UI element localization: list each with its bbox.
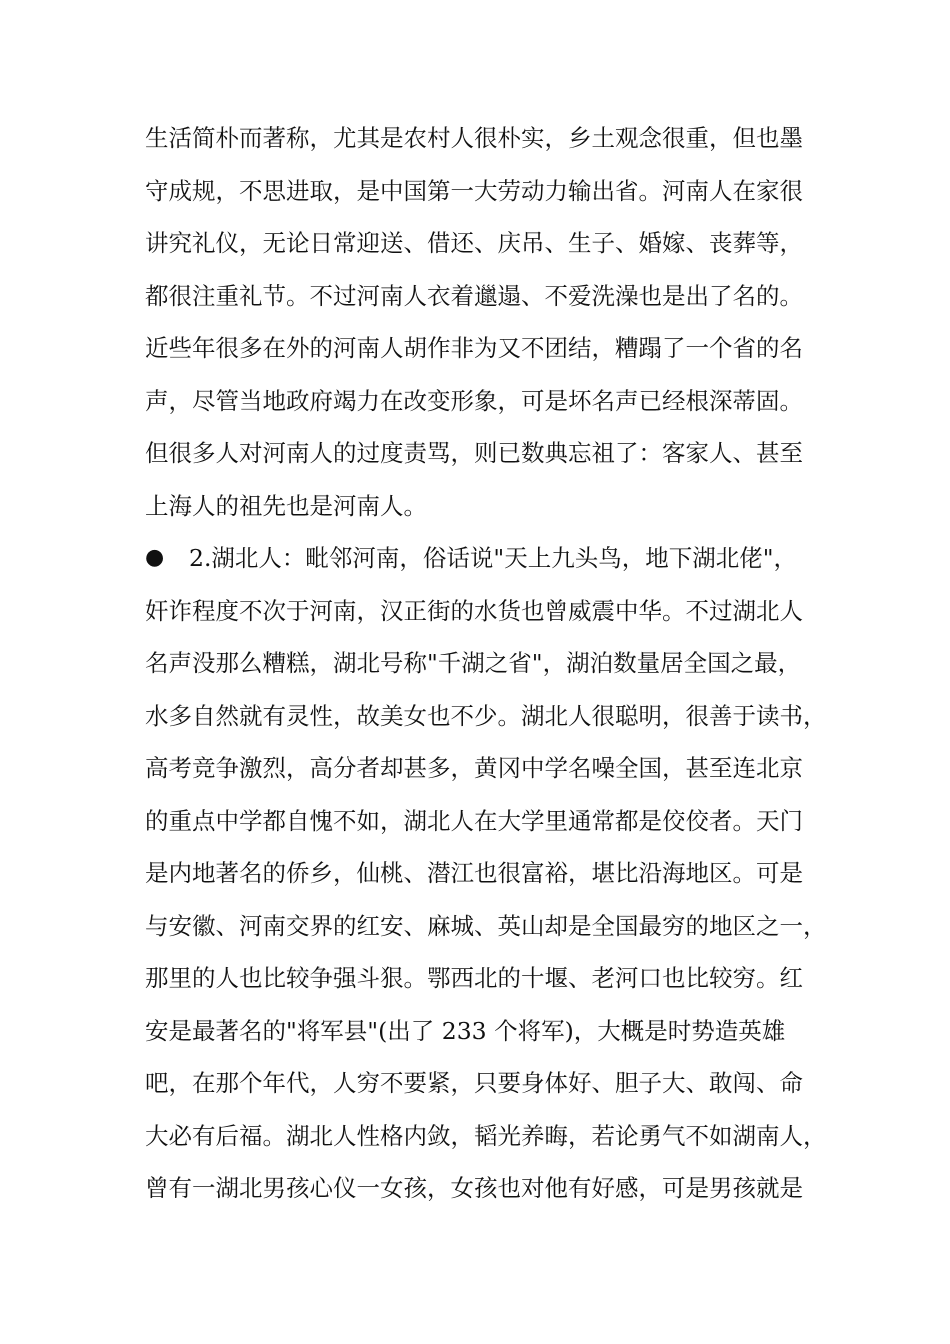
text-line: 安是最著名的"将军县"(出了 233 个将军)，大概是时势造英雄 [145,1016,786,1045]
text-line: 高考竞争激烈，高分者却甚多，黄冈中学名噪全国，甚至连北京 [145,754,803,782]
text-line: 都很注重礼节。不过河南人衣着邋遢、不爱洗澡也是出了名的。 [145,281,803,310]
body-text [145,112,827,1215]
text-line: 曾有一湖北男孩心仪一女孩，女孩也对他有好感，可是男孩就是 [145,1174,803,1202]
text-line: 但很多人对河南人的过度责骂，则已数典忘祖了：客家人、甚至 [145,439,803,467]
text-line: 与安徽、河南交界的红安、麻城、英山却是全国最穷的地区之一， [145,911,827,940]
text-line: 声，尽管当地政府竭力在改变形象，可是坏名声已经根深蒂固。 [145,386,803,415]
bullet-item-text: 2.湖北人：毗邻河南，俗话说"天上九头鸟，地下湖北佬"， [189,544,798,572]
text-line: 上海人的祖先也是河南人。 [145,491,427,520]
text-line: 奸诈程度不次于河南，汉正街的水货也曾威震中华。不过湖北人 [145,596,803,625]
text-line: 生活简朴而著称，尤其是农村人很朴实，乡土观念很重，但也墨 [145,124,803,152]
bullet-icon: ● [145,545,165,570]
text-line: 那里的人也比较争强斗狠。鄂西北的十堰、老河口也比较穷。红 [145,964,803,992]
bullet-item [145,532,815,585]
text-line: 守成规，不思进取，是中国第一大劳动力输出省。河南人在家很 [145,176,803,205]
text-line: 名声没那么糟糕，湖北号称"千湖之省"，湖泊数量居全国之最， [145,649,802,677]
text-line: 讲究礼仪，无论日常迎送、借还、庆吊、生子、婚嫁、丧葬等， [145,229,803,257]
text-line: 大必有后福。湖北人性格内敛，韬光养晦，若论勇气不如湖南人， [145,1121,827,1150]
text-line: 水多自然就有灵性，故美女也不少。湖北人很聪明，很善于读书， [145,701,827,730]
text-line: 是内地著名的侨乡，仙桃、潜江也很富裕，堪比沿海地区。可是 [145,859,803,887]
text-line: 近些年很多在外的河南人胡作非为又不团结，糟蹋了一个省的名 [145,334,803,362]
text-line: 的重点中学都自愧不如，湖北人在大学里通常都是佼佼者。天门 [145,806,803,835]
text-line: 吧，在那个年代，人穷不要紧，只要身体好、胆子大、敢闯、命 [145,1069,803,1097]
